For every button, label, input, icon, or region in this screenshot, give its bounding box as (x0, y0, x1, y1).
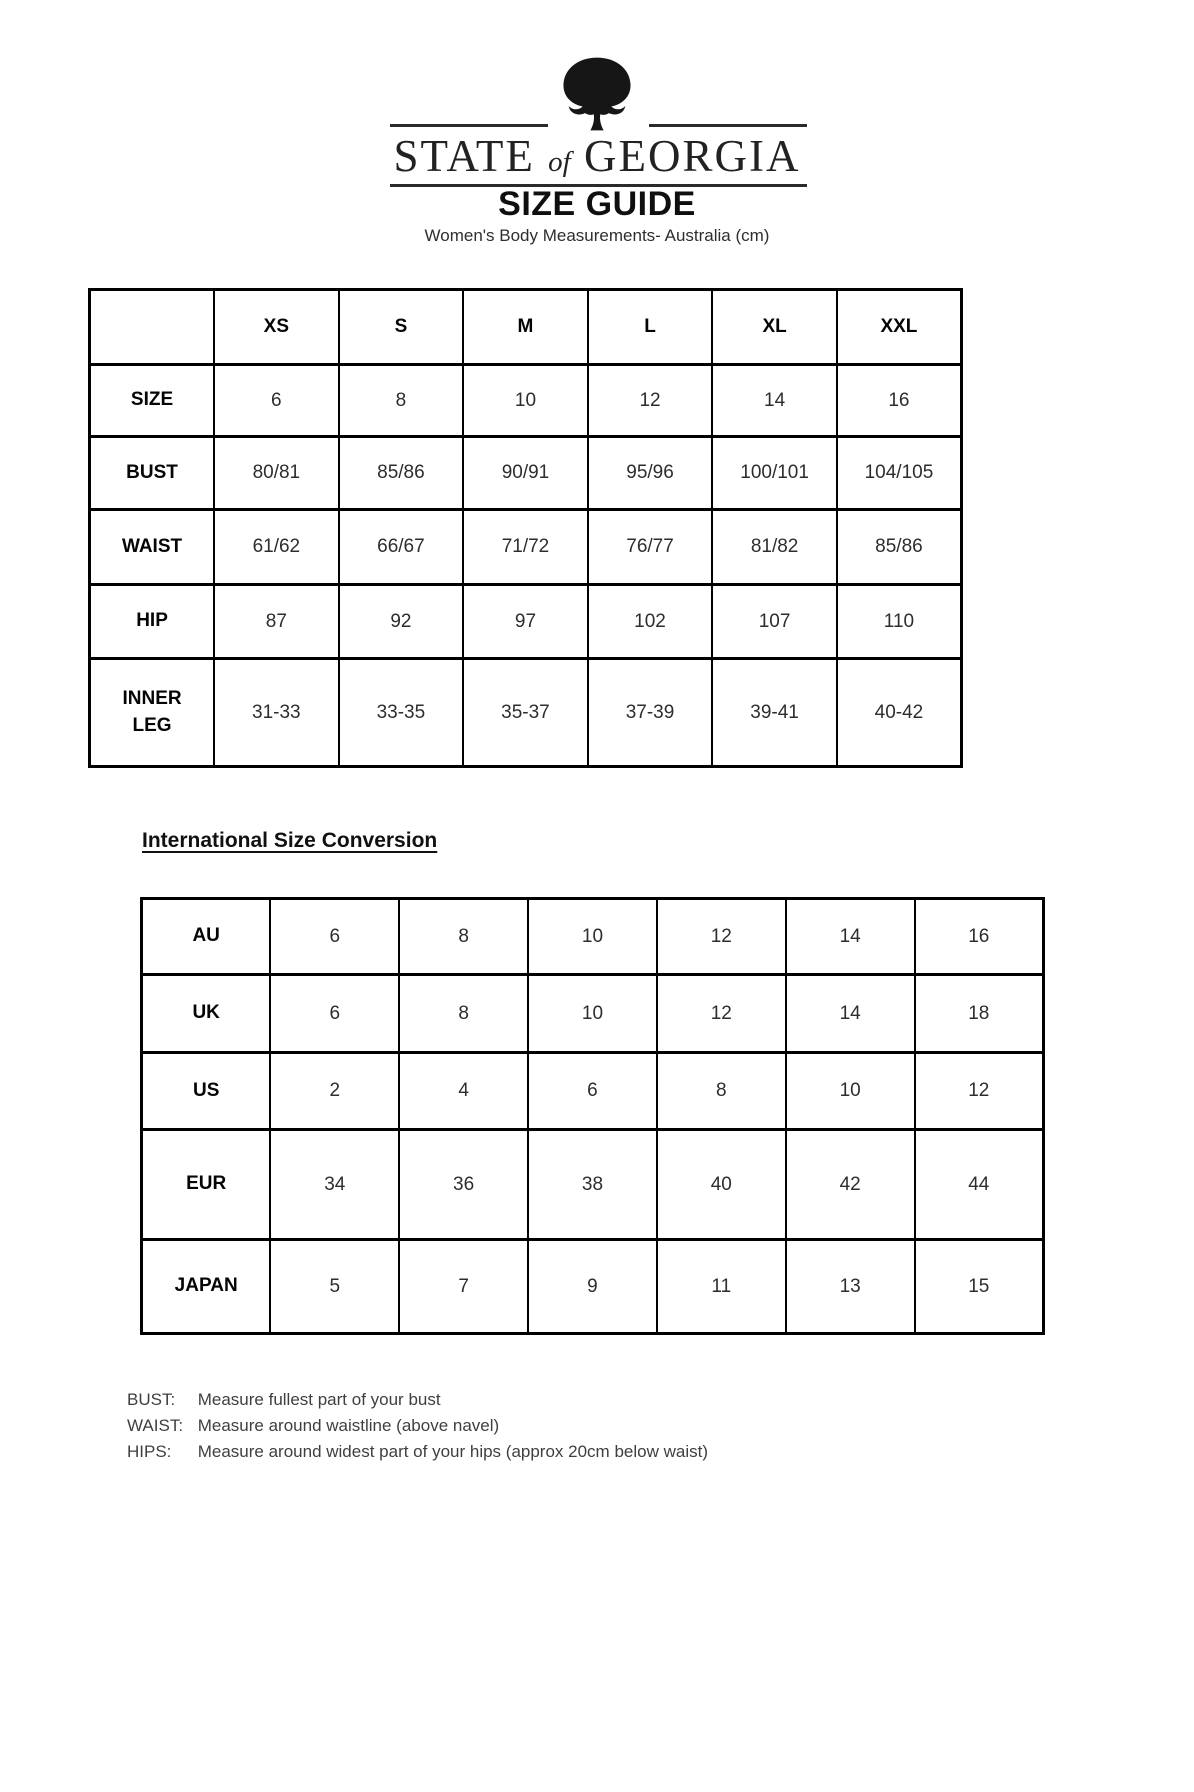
table-cell: 90/91 (463, 437, 588, 510)
table-cell: 42 (786, 1130, 915, 1240)
row-label: SIZE (90, 365, 215, 437)
table-cell: 18 (915, 975, 1044, 1053)
table-cell: 33-35 (339, 659, 464, 767)
table-cell: 14 (786, 975, 915, 1053)
table-row (142, 975, 1044, 1053)
measurements-table-section (88, 288, 963, 768)
table-cell: 110 (837, 585, 962, 659)
table-cell: 100/101 (712, 437, 837, 510)
row-label: BUST (90, 437, 215, 510)
table-cell: 2 (270, 1053, 399, 1130)
table-cell: 31-33 (214, 659, 339, 767)
table-cell: 107 (712, 585, 837, 659)
table-row (142, 1130, 1044, 1240)
table-cell: 10 (528, 975, 657, 1053)
table-cell: 10 (528, 899, 657, 975)
table-cell: 12 (657, 975, 786, 1053)
row-label: HIP (90, 585, 215, 659)
table-header-row (90, 290, 962, 365)
table-cell: 66/67 (339, 510, 464, 585)
page-subtitle: Women's Body Measurements- Australia (cm) (424, 226, 770, 245)
table-cell: 80/81 (214, 437, 339, 510)
column-header: L (588, 290, 713, 365)
table-cell: 85/86 (339, 437, 464, 510)
table-row (90, 437, 962, 510)
table-cell: 81/82 (712, 510, 837, 585)
table-cell: 16 (915, 899, 1044, 975)
table-row (142, 1053, 1044, 1130)
column-header: XS (214, 290, 339, 365)
table-cell: 6 (270, 975, 399, 1053)
table-cell: 40 (657, 1130, 786, 1240)
table-cell: 102 (588, 585, 713, 659)
row-label: WAIST (90, 510, 215, 585)
table-cell: 8 (657, 1053, 786, 1130)
table-cell: 14 (712, 365, 837, 437)
table-cell: 5 (270, 1240, 399, 1334)
table-cell: 12 (657, 899, 786, 975)
table-cell: 95/96 (588, 437, 713, 510)
table-cell: 15 (915, 1240, 1044, 1334)
row-label: INNER LEG (90, 659, 215, 767)
note-row-hips (127, 1439, 708, 1465)
note-label: WAIST: (127, 1416, 184, 1435)
table-cell: 11 (657, 1240, 786, 1334)
table-cell: 8 (339, 365, 464, 437)
row-label: US (142, 1053, 271, 1130)
brand-state: STATE (393, 131, 535, 181)
table-cell: 6 (528, 1053, 657, 1130)
tree-logo-icon (551, 55, 643, 133)
brand-georgia: GEORGIA (583, 131, 801, 181)
conversion-table (140, 897, 1045, 1335)
page-title: SIZE GUIDE (498, 185, 696, 223)
conversion-heading: International Size Conversion (142, 829, 438, 852)
table-cell: 40-42 (837, 659, 962, 767)
note-label: BUST: (127, 1390, 176, 1409)
note-text: Measure around widest part of your hips (approx 20cm below waist) (197, 1442, 708, 1461)
table-cell: 71/72 (463, 510, 588, 585)
note-text: Measure around waistline (above navel) (197, 1416, 500, 1435)
table-row (90, 585, 962, 659)
table-cell: 4 (399, 1053, 528, 1130)
table-cell: 14 (786, 899, 915, 975)
column-header: XL (712, 290, 837, 365)
table-cell: 39-41 (712, 659, 837, 767)
table-cell: 34 (270, 1130, 399, 1240)
table-cell: 36 (399, 1130, 528, 1240)
table-cell: 10 (786, 1053, 915, 1130)
column-header: XXL (837, 290, 962, 365)
measurement-notes (127, 1387, 708, 1465)
table-cell: 6 (214, 365, 339, 437)
table-cell: 12 (915, 1053, 1044, 1130)
table-cell: 97 (463, 585, 588, 659)
table-cell: 12 (588, 365, 713, 437)
table-cell: 8 (399, 975, 528, 1053)
note-text: Measure fullest part of your bust (197, 1390, 441, 1409)
table-cell: 9 (528, 1240, 657, 1334)
column-header: M (463, 290, 588, 365)
brand-of: of (548, 146, 571, 178)
table-row (90, 510, 962, 585)
table-cell: 37-39 (588, 659, 713, 767)
logo-rule-right (649, 124, 807, 127)
row-label: AU (142, 899, 271, 975)
conversion-table-section (140, 897, 1045, 1335)
table-cell: 104/105 (837, 437, 962, 510)
row-label: EUR (142, 1130, 271, 1240)
table-cell: 87 (214, 585, 339, 659)
table-cell: 13 (786, 1240, 915, 1334)
measurements-table (88, 288, 963, 768)
row-label: UK (142, 975, 271, 1053)
row-label: JAPAN (142, 1240, 271, 1334)
note-row-waist (127, 1413, 708, 1439)
table-cell: 8 (399, 899, 528, 975)
table-cell: 85/86 (837, 510, 962, 585)
table-cell: 7 (399, 1240, 528, 1334)
table-row (142, 899, 1044, 975)
table-cell: 92 (339, 585, 464, 659)
column-header: S (339, 290, 464, 365)
brand-wordmark (0, 132, 1194, 186)
note-label: HIPS: (127, 1442, 172, 1461)
table-cell: 10 (463, 365, 588, 437)
table-cell: 38 (528, 1130, 657, 1240)
table-row (90, 365, 962, 437)
table-cell: 61/62 (214, 510, 339, 585)
table-cell: 16 (837, 365, 962, 437)
table-cell: 44 (915, 1130, 1044, 1240)
table-cell: 35-37 (463, 659, 588, 767)
logo-rule-left (390, 124, 548, 127)
table-cell: 6 (270, 899, 399, 975)
column-header (90, 290, 215, 365)
table-cell: 76/77 (588, 510, 713, 585)
table-row (142, 1240, 1044, 1334)
table-row (90, 659, 962, 767)
note-row-bust (127, 1387, 708, 1413)
